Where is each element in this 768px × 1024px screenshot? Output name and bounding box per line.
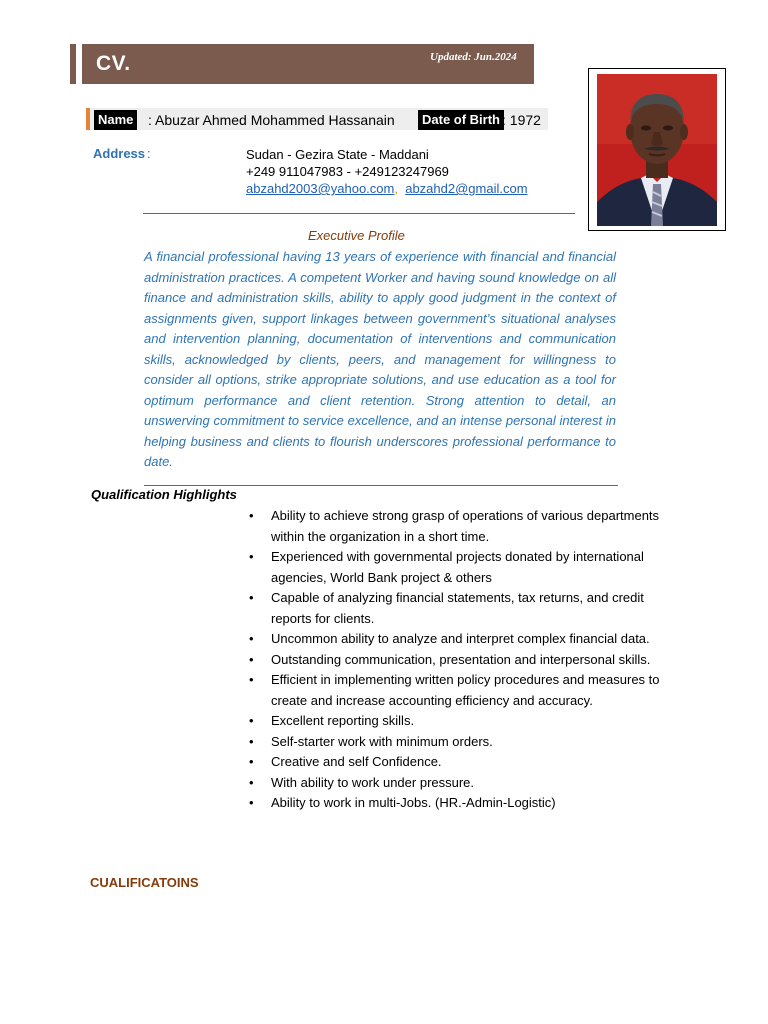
bullet-icon: • [249,733,254,749]
bullet-icon: • [249,795,254,810]
bullet-icon: • [249,754,254,769]
email-line [246,180,528,197]
list-item [246,752,686,773]
list-item-text: Experienced with governmental projects donated by international agencies, World Bank project & others [271,549,644,585]
cualifications-heading: CUALIFICATOINS [90,875,199,890]
header-accent-bar [70,44,76,84]
bullet-icon: • [249,651,254,667]
profile-photo-frame [588,68,726,231]
portrait-image [597,74,717,226]
name-label: Name [94,110,137,130]
list-item-text: Excellent reporting skills. [271,713,415,728]
address-colon: : [147,146,151,161]
header-bar [82,44,534,84]
divider-top [143,213,575,214]
list-item [246,588,686,629]
list-item-text: With ability to work under pressure. [271,774,475,790]
email-link-gmail[interactable]: abzahd2@gmail.com [405,181,528,196]
divider-bottom [144,485,618,486]
list-item [246,773,686,794]
list-item-text: Uncommon ability to analyze and interpret complex financial data. [271,631,650,646]
cv-title: CV. [96,52,131,75]
list-item-text: Ability to work in multi-Jobs. (HR.-Admin-Logistic) [271,795,556,810]
list-item [246,732,686,753]
address-label: Address [93,146,146,161]
list-item [246,547,686,588]
qualification-highlights-list [246,506,686,814]
list-item-text: Capable of analyzing financial statements, tax returns, and credit reports for clients. [271,590,644,626]
list-item [246,506,686,547]
executive-profile-text: A financial professional having 13 years of experience with financial and financial administration practices. A competent Worker and having sound knowledge on all finance and administration skills, ability to apply good judgment in the context of assignments given, support linkages between government’s situational analyses and intervention planning, documentation of interventions and communication skills, acknowledged by clients, peers, and management for willingness to consider all options, strike appropriate solutions, and use education as a tool for optimum performance and client retention. Strong attention to detail, an unswerving commitment to service excellence, and an intense personal interest in helping business and clients to flourish underscores professional performance to date. [144,249,616,469]
list-item-text: Efficient in implementing written policy procedures and measures to create and increase accounting efficiency and accuracy. [271,672,660,708]
list-item-text: Creative and self Confidence. [271,754,442,769]
bullet-icon: • [249,672,254,687]
executive-profile-heading: Executive Profile [308,228,405,243]
list-item [246,670,686,711]
list-item [246,650,686,671]
name-row-accent [86,108,90,130]
profile-photo [597,74,717,226]
list-item-text: Outstanding communication, presentation and interpersonal skills. [271,651,651,667]
bullet-icon: • [249,713,254,728]
list-item [246,711,686,732]
qualification-highlights-heading: Qualification Highlights [91,487,237,502]
name-value: : Abuzar Ahmed Mohammed Hassanain [148,112,395,128]
address-value: Sudan - Gezira State - Maddani [246,147,429,162]
bullet-icon: • [249,590,254,605]
list-item-text: Self-starter work with minimum orders. [271,733,493,749]
dob-value: : 1972 [502,112,541,128]
bullet-icon: • [249,508,254,523]
email-link-yahoo[interactable]: abzahd2003@yahoo.com [246,181,395,196]
updated-date: Updated: Jun.2024 [430,51,517,63]
bullet-icon: • [249,549,254,564]
list-item [246,629,686,650]
email-separator: , [394,181,398,196]
list-item-text: Ability to achieve strong grasp of operations of various departments within the organization in a short time. [271,508,660,544]
list-item [246,793,686,814]
bullet-icon: • [249,631,254,646]
dob-label: Date of Birth [418,110,504,130]
phone-numbers: +249 911047983 - +249123247969 [246,164,449,179]
bullet-icon: • [249,774,254,790]
